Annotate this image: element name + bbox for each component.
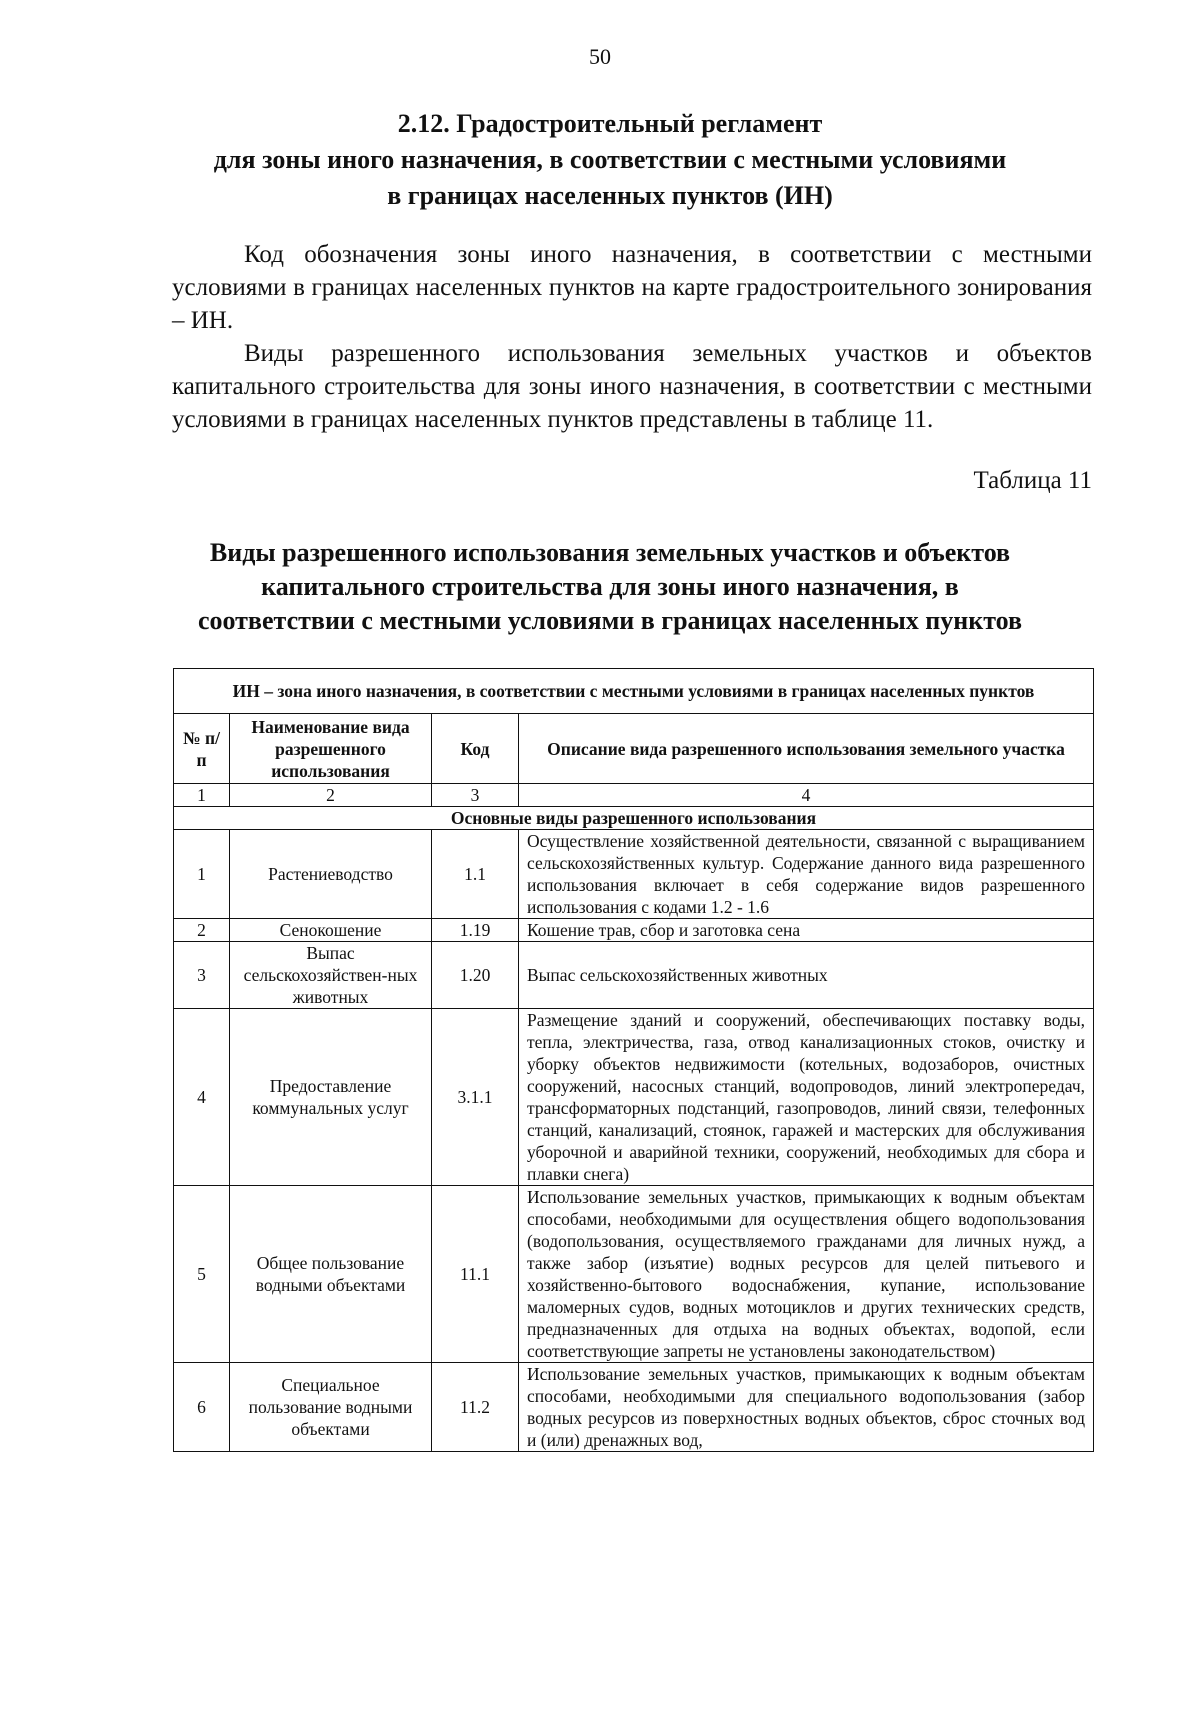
row-code: 1.1 — [432, 830, 519, 919]
page-number: 50 — [589, 44, 611, 69]
row-description: Кошение трав, сбор и заготовка сена — [519, 919, 1094, 942]
section-title-line-3: в границах населенных пунктов (ИН) — [387, 181, 833, 210]
row-num: 1 — [174, 830, 230, 919]
row-name: Сенокошение — [230, 919, 432, 942]
row-description: Размещение зданий и сооружений, обеспечивающих поставку воды, тепла, электричества, газа, отвод канализационных стоков, очистку и уборку объектов недвижимости (котельных, водозаборов, очистных сооружений, насосных станций, водопроводов, линий электропередач, трансформаторных подстанций, газопроводов, линий связи, телефонных станций, канализаций, стоянок, гаражей и мастерских для обслуживания уборочной и аварийной техники, сооружений, необходимых для сбора и плавки снега) — [519, 1009, 1094, 1186]
column-number: 4 — [519, 784, 1094, 807]
zone-header-row — [174, 669, 1094, 714]
section-title — [150, 106, 1070, 214]
group-header: Основные виды разрешенного использования — [174, 807, 1094, 830]
paragraph-zone-code: Код обозначения зоны иного назначения, в соответствии с местными условиями в границах населенных пунктов на карте градостроительного зонирования – ИН. — [172, 241, 1092, 334]
column-header-code: Код — [432, 714, 519, 784]
row-description: Использование земельных участков, примыкающих к водным объектам способами, необходимыми для осуществления общего водопользования (водопользования, осуществляемого гражданами для личных нужд, а также забор (изъятие) водных ресурсов для целей питьевого и хозяйственно-бытового водоснабжения, купание, использование маломерных судов, водных мотоциклов и других технических средств, предназначенных для отдыха на водных объектах, водопой, если соответствующие запреты не установлены законодательством) — [519, 1186, 1094, 1363]
row-code: 11.1 — [432, 1186, 519, 1363]
table-row — [174, 1009, 1094, 1186]
usage-types-table — [173, 668, 1094, 1452]
column-number-row — [174, 784, 1094, 807]
row-description: Использование земельных участков, примыкающих к водным объектам способами, необходимыми для специального водопользования (забор водных ресурсов из поверхностных водных объектов, сброс сточных вод и (или) дренажных вод, — [519, 1363, 1094, 1452]
row-num: 5 — [174, 1186, 230, 1363]
column-header-description: Описание вида разрешенного использования земельного участка — [519, 714, 1094, 784]
row-code: 3.1.1 — [432, 1009, 519, 1186]
table-title-line-3: соответствии с местными условиями в границах населенных пунктов — [197, 606, 1023, 635]
row-description: Осуществление хозяйственной деятельности, связанной с выращиванием сельскохозяйственных культур. Содержание данного вида разрешенного использования включает в себя содержание видов разрешенного использования с кодами 1.2 - 1.6 — [519, 830, 1094, 919]
table-row — [174, 1363, 1094, 1452]
row-num: 4 — [174, 1009, 230, 1186]
section-title-line-1: 2.12. Градостроительный регламент — [397, 109, 823, 138]
group-header-row — [174, 807, 1094, 830]
table-title — [150, 536, 1070, 638]
row-name: Выпас сельскохозяйствен-ных животных — [230, 942, 432, 1009]
column-header-num: № п/п — [174, 714, 230, 784]
row-num: 6 — [174, 1363, 230, 1452]
row-name: Специальное пользование водными объектами — [230, 1363, 432, 1452]
row-num: 3 — [174, 942, 230, 1009]
row-num: 2 — [174, 919, 230, 942]
table-title-line-2: капитального строительства для зоны иного назначения, в — [261, 572, 959, 601]
column-header-name: Наименование вида разрешенного использования — [230, 714, 432, 784]
table-row — [174, 830, 1094, 919]
column-number: 2 — [230, 784, 432, 807]
section-title-line-2: для зоны иного назначения, в соответствии с местными условиями — [213, 145, 1007, 174]
row-code: 11.2 — [432, 1363, 519, 1452]
column-header-row — [174, 714, 1094, 784]
row-name: Предоставление коммунальных услуг — [230, 1009, 432, 1186]
row-description: Выпас сельскохозяйственных животных — [519, 942, 1094, 1009]
table-title-line-1: Виды разрешенного использования земельных участков и объектов — [209, 538, 1011, 567]
paragraph-usage-types: Виды разрешенного использования земельных участков и объектов капитального строительства для зоны иного назначения, в соответствии с местными условиями в границах населенных пунктов представлены в таблице 11. — [172, 340, 1092, 433]
row-name: Общее пользование водными объектами — [230, 1186, 432, 1363]
row-code: 1.20 — [432, 942, 519, 1009]
zone-header: ИН – зона иного назначения, в соответствии с местными условиями в границах населенных пунктов — [174, 669, 1094, 714]
column-number: 1 — [174, 784, 230, 807]
table-row — [174, 1186, 1094, 1363]
body-text — [172, 238, 1092, 436]
table-label: Таблица 11 — [973, 467, 1092, 494]
table-row — [174, 919, 1094, 942]
row-name: Растениеводство — [230, 830, 432, 919]
table-row — [174, 942, 1094, 1009]
column-number: 3 — [432, 784, 519, 807]
row-code: 1.19 — [432, 919, 519, 942]
